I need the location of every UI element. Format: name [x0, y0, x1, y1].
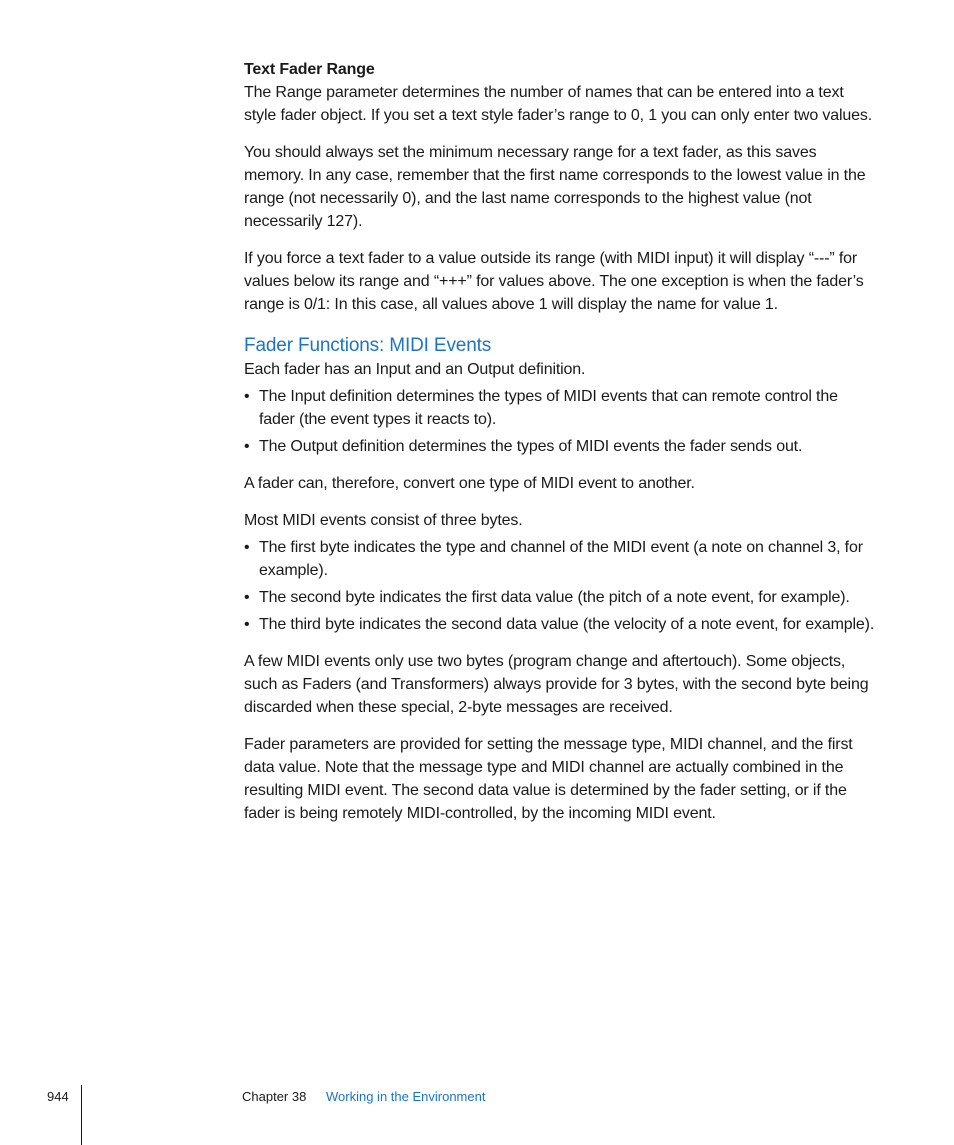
minimum-range-paragraph: You should always set the minimum necessary range for a text fader, as this saves memory. In any case, remember that the first name corresponds to the lowest value in the range (not necessarily 0), and the last name corresponds to the highest value (not necessarily 127). — [244, 144, 866, 230]
list-item — [244, 613, 876, 636]
list-item-text: The second byte indicates the first data value (the pitch of a note event, for example). — [259, 589, 850, 606]
fader-parameters-paragraph: Fader parameters are provided for setting the message type, MIDI channel, and the first data value. Note that the message type and MIDI channel are actually combined in the resulting MIDI event. The second data value is determined by the fader setting, or if the fader is being remotely MIDI-controlled, by the incoming MIDI event. — [244, 736, 853, 822]
list-item — [244, 586, 876, 609]
three-bytes-intro: Most MIDI events consist of three bytes. — [244, 512, 523, 529]
bullet-icon: • — [244, 589, 250, 606]
list-item-text: The third byte indicates the second data value (the velocity of a note event, for example). — [259, 616, 875, 633]
byte-list — [244, 536, 876, 636]
page-number: 944 — [47, 1089, 69, 1104]
list-item — [244, 435, 876, 458]
list-item-text: The Output definition determines the types of MIDI events the fader sends out. — [259, 438, 803, 455]
definition-list — [244, 385, 876, 458]
bullet-icon: • — [244, 616, 250, 633]
range-parameter-paragraph: The Range parameter determines the number of names that can be entered into a text style fader object. If you set a text style fader’s range to 0, 1 you can only enter two values. — [244, 84, 873, 124]
convert-paragraph: A fader can, therefore, convert one type of MIDI event to another. — [244, 475, 695, 492]
out-of-range-paragraph: If you force a text fader to a value outside its range (with MIDI input) it will display “---” for values below its range and “+++” for values above. The one exception is when the fader’s range is 0/1: In this case, all values above 1 will display the name for value 1. — [244, 250, 864, 313]
chapter-title: Working in the Environment — [326, 1089, 486, 1104]
two-bytes-paragraph: A few MIDI events only use two bytes (program change and aftertouch). Some objects, such as Faders (and Transformers) always provide for 3 bytes, with the second byte being discarded when these special, 2-byte messages are received. — [244, 653, 869, 716]
bullet-icon: • — [244, 388, 250, 405]
list-item-text: The first byte indicates the type and channel of the MIDI event (a note on channel 3, for example). — [259, 539, 863, 579]
page-content — [244, 58, 876, 839]
list-item-text: The Input definition determines the types of MIDI events that can remote control the fader (the event types it reacts to). — [259, 388, 838, 428]
bullet-icon: • — [244, 438, 250, 455]
bullet-icon: • — [244, 539, 250, 556]
chapter-label: Chapter 38 — [242, 1089, 307, 1104]
page-footer — [0, 1085, 954, 1145]
list-item — [244, 536, 876, 582]
list-item — [244, 385, 876, 431]
input-output-intro: Each fader has an Input and an Output definition. — [244, 361, 586, 378]
text-fader-range-heading: Text Fader Range — [244, 61, 375, 78]
footer-divider — [81, 1085, 82, 1145]
midi-events-heading: Fader Functions: MIDI Events — [244, 335, 492, 356]
